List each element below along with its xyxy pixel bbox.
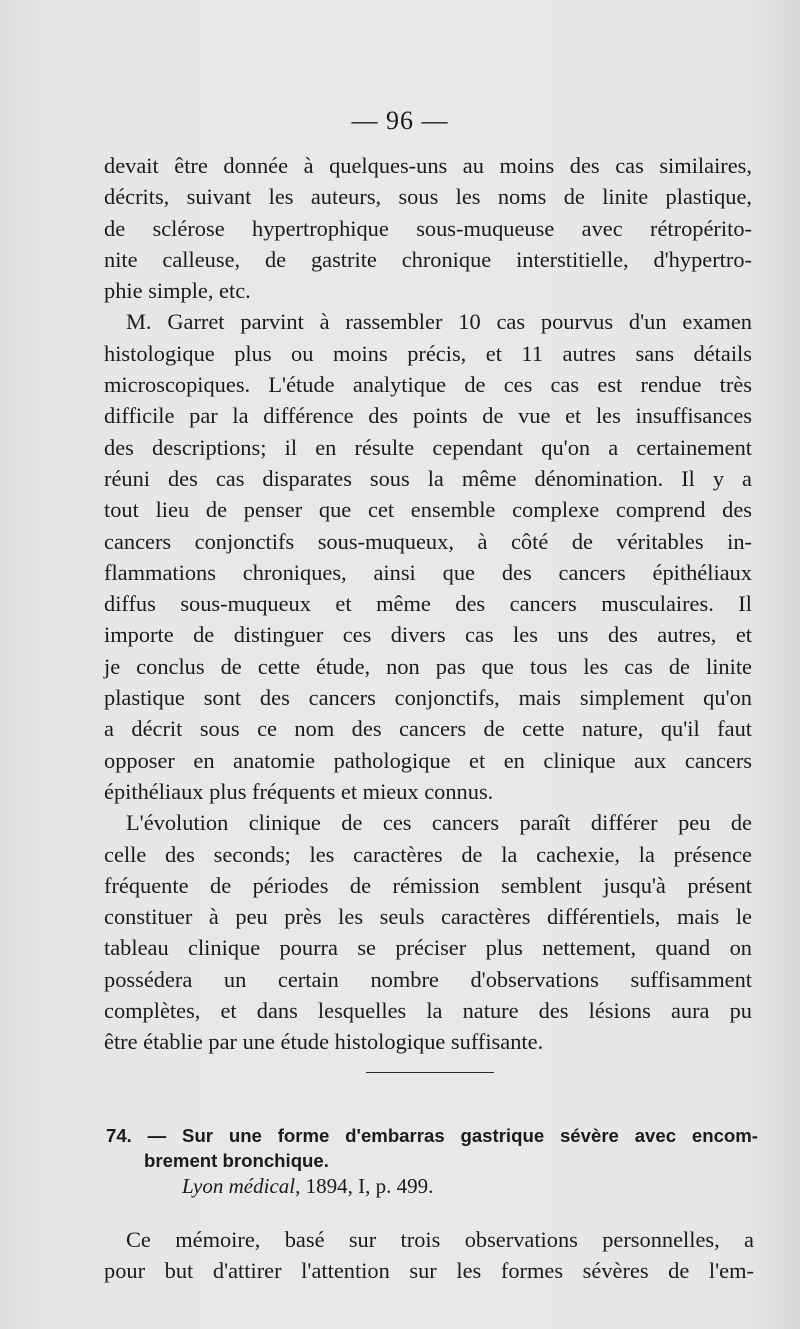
text-line: a décrit sous ce nom des cancers de cette nature, qu'il faut [104,716,752,742]
bibliography-entry [106,1123,758,1173]
text-line: devait être donnée à quelques-uns au moins des cas similaires, [104,153,752,178]
citation-journal: Lyon médical [182,1174,296,1198]
text-line: difficile par la différence des points de vue et les insuffisances [104,403,752,429]
text-line: celle des seconds; les caractères de la cachexie, la présence [104,841,752,867]
text-line: phie simple, etc. [104,278,251,304]
text-line: Ce mémoire, basé sur trois observations personnelles, a [126,1227,754,1252]
text-line: M. Garret parvint à rassembler 10 cas pourvus d'un examen [126,309,752,335]
page-number: — 96 — [351,106,449,135]
text-line: pour but d'attirer l'attention sur les formes sévères de l'em- [104,1258,754,1284]
text-line: complètes, et dans lesquelles la nature des lésions aura pu [104,998,752,1024]
text-line: réuni des cas disparates sous la même dénomination. Il y a [104,465,752,491]
text-line: importe de distinguer ces divers cas les uns des autres, et [104,622,752,648]
text-line: microscopiques. L'étude analytique de ces cas est rendue très [104,372,752,398]
text-line: nite calleuse, de gastrite chronique interstitielle, d'hypertro- [104,246,752,272]
text-line: épithéliaux plus fréquents et mieux connus. [104,778,494,804]
entry-citation [182,1174,433,1199]
text-line: décrits, suivant les auteurs, sous les noms de linite plastique, [104,184,752,210]
text-line: possédera un certain nombre d'observations suffisamment [104,966,752,992]
text-line: de sclérose hypertrophique sous-muqueuse avec rétropérito- [104,215,752,241]
text-line: opposer en anatomie pathologique et en clinique aux cancers [104,747,752,773]
text-line: tout lieu de penser que cet ensemble complexe comprend des [104,497,752,523]
text-line: être établie par une étude histologique suffisante. [104,1029,544,1055]
text-line: tableau clinique pourra se préciser plus nettement, quand on [104,935,752,961]
abstract-text [104,1224,754,1287]
entry-title-line-2: brement bronchique. [144,1150,329,1171]
entry-title-line-1: 74. — Sur une forme d'embarras gastrique sévère avec encom- [106,1125,758,1146]
text-line: plastique sont des cancers conjonctifs, mais simplement qu'on [104,685,752,711]
text-line: constituer à peu près les seuls caractères différentiels, mais le [104,904,752,930]
section-divider [366,1072,494,1073]
text-line: cancers conjonctifs sous-muqueux, à côté de véritables in- [104,528,752,554]
citation-details: , 1894, I, p. 499. [295,1174,434,1198]
text-line: diffus sous-muqueux et même des cancers musculaires. Il [104,591,752,617]
text-line: L'évolution clinique de ces cancers paraît différer peu de [126,810,752,836]
body-text [104,150,752,1058]
text-line: je conclus de cette étude, non pas que tous les cas de linite [104,653,752,679]
text-line: fréquente de périodes de rémission semblent jusqu'à présent [104,872,752,898]
text-line: histologique plus ou moins précis, et 11 autres sans détails [104,340,752,366]
text-line: flammations chroniques, ainsi que des cancers épithéliaux [104,559,752,585]
text-line: des descriptions; il en résulte cependant qu'on a certainement [104,434,752,460]
